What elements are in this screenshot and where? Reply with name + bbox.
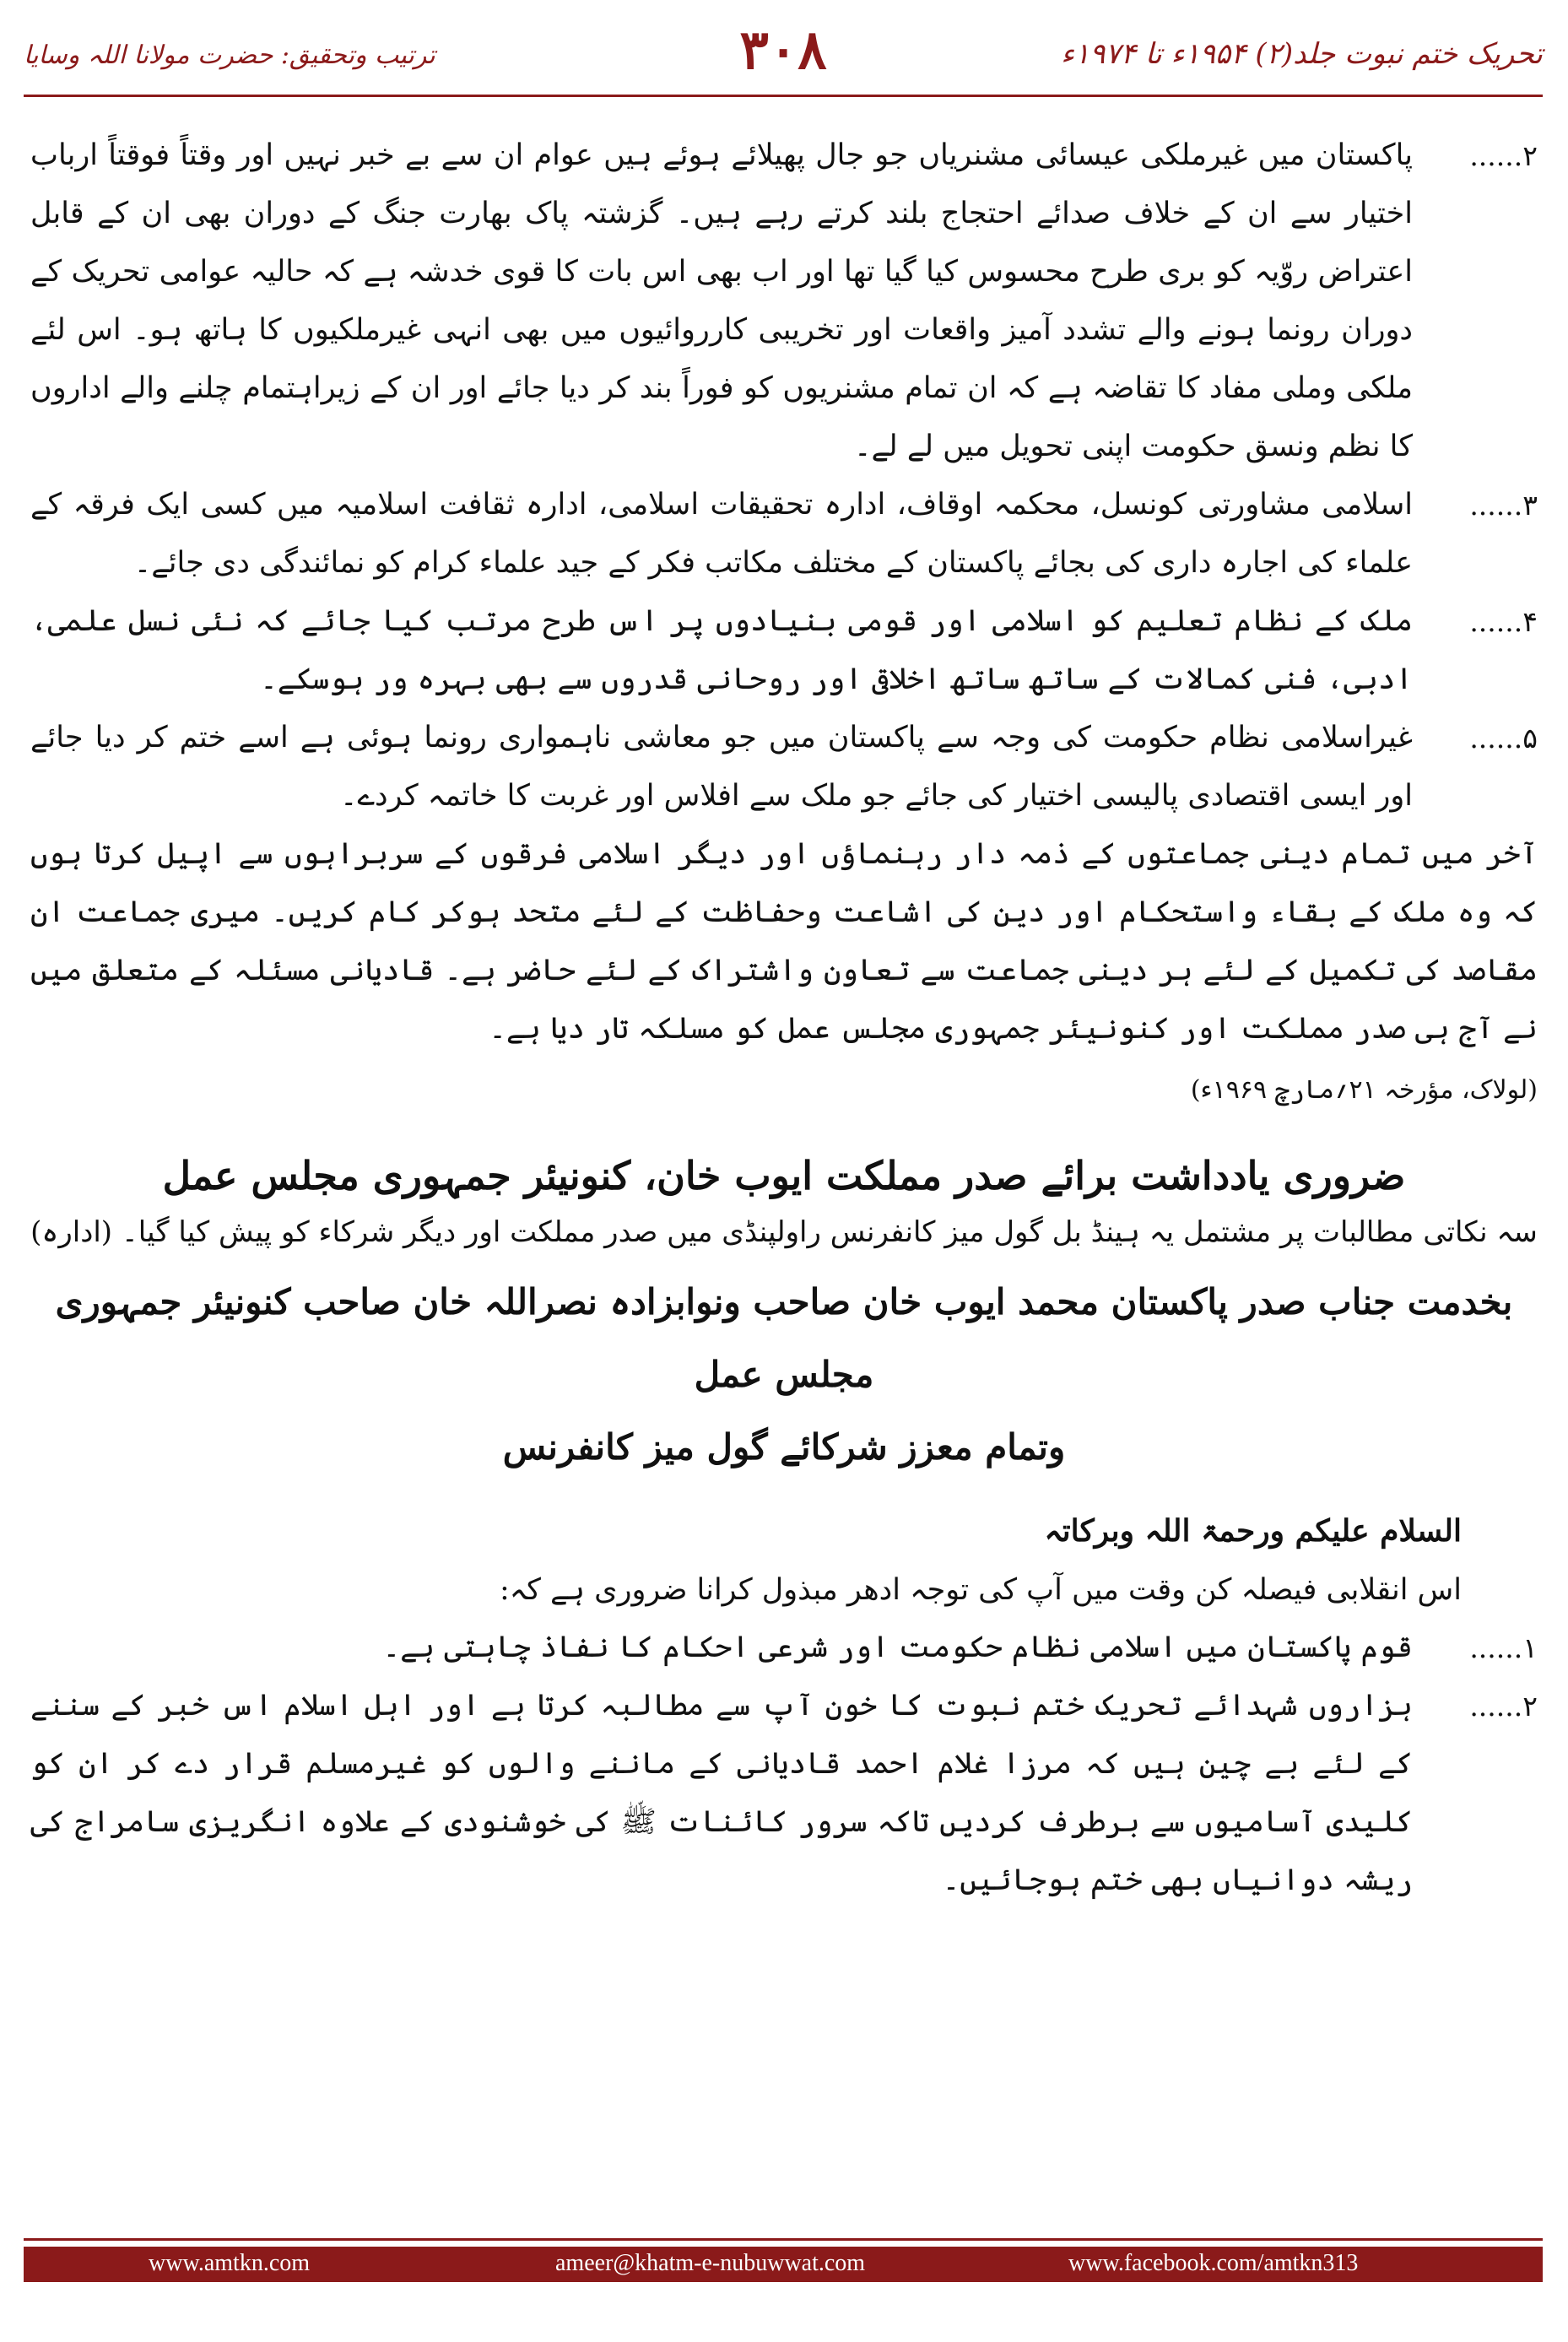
footer-divider [24,2238,1543,2241]
website-link[interactable]: www.amtkn.com [149,2250,311,2276]
page-content [30,127,1538,1910]
item-number: ۱...... [1469,1631,1538,1664]
page-footer [24,2247,1543,2282]
list-item [30,127,1538,476]
addressee-line-1: بخدمت جناب صدر پاکستان محمد ایوب خان صاحب ونوابزادہ نصراللہ خان صاحب کنونیئر جمہوری مجلس عمل [55,1281,1513,1395]
compiler-credit: ترتیب وتحقیق: حضرت مولانا اللہ وسایا [24,41,435,70]
item-text: ہزاروں شہدائے تحریک ختم نبوت کا خون آپ سے مطالبہ کرتا ہے اور اہل اسلام اس خبر کے سننے کے لئے بے چین ہیں کہ مرزا غلام احمد قادیانی کے ماننے والوں کو غیرمسلم قرار دے کر ان کو کلیدی آسامیوں سے برطرف کردیں تاکہ سرور کائنات ﷺ کی خوشنودی کے علاوہ انگریزی سامراج کی ریشہ دوانیاں بھی ختم ہوجائیں۔ [30,1689,1413,1897]
list-item [30,1619,1538,1677]
list-item [30,476,1538,592]
item-number: ۴...... [1469,605,1538,638]
intro-line: اس انقلابی فیصلہ کن وقت میں آپ کی توجہ ادھر مبذول کرانا ضروری ہے کہ: [499,1573,1462,1607]
page-header [24,19,1543,95]
item-text: قوم پاکستان میں اسلامی نظام حکومت اور شرعی احکام کا نفاذ چاہتی ہے۔ [382,1631,1413,1664]
source-reference: (لولاک، مؤرخہ ۲۱؍مارچ ۱۹۶۹ء) [1190,1075,1538,1105]
facebook-link[interactable]: www.facebook.com/amtkn313 [1068,2250,1359,2276]
header-divider [24,95,1543,97]
item-text: ملک کے نظام تعلیم کو اسلامی اور قومی بنیادوں پر اس طرح مرتب کیا جائے کہ نئی نسل علمی، ادبی، فنی کمالات کے ساتھ ساتھ اخلاقی اور روحانی قدروں سے بھی بہرہ ور ہوسکے۔ [30,604,1413,696]
item-number: ۲...... [1469,1690,1538,1723]
memo-title: ضروری یادداشت برائے صدر مملکت ایوب خان، کنونیئر جمہوری مجلس عمل [162,1153,1406,1198]
email-link[interactable]: ameer@khatm-e-nubuwwat.com [555,2250,866,2276]
item-text: غیراسلامی نظام حکومت کی وجہ سے پاکستان میں جو معاشی ناہمواری رونما ہوئی ہے اسے ختم کر دیا جائے اور ایسی اقتصادی پالیسی اختیار کی جائے جو ملک سے افلاس اور غربت کا خاتمہ کردے۔ [30,721,1413,813]
book-title: تحریک ختم نبوت جلد(۲) ۱۹۵۴ء تا ۱۹۷۴ء [1061,37,1543,71]
item-text: پاکستان میں غیرملکی عیسائی مشنریاں جو جال پھیلائے ہوئے ہیں عوام ان سے بے خبر نہیں اور وقتاً فوقتاً ارباب اختیار سے ان کے خلاف صدائے احتجاج بلند کرتے رہے ہیں۔ گزشتہ پاک بھارت جنگ کے دوران بھی ان کے قابل اعتراض روّیہ کو بری طرح محسوس کیا گیا تھا اور اب بھی اس بات کا قوی خدشہ ہے کہ حالیہ عوامی تحریک کے دوران رونما ہونے والے تشدد آمیز واقعات اور تخریبی کارروائیوں میں بھی انہی غیرملکیوں کا ہاتھ ہو۔ اس لئے ملکی وملی مفاد کا تقاضہ ہے کہ ان تمام مشنریوں کو فوراً بند کر دیا جائے اور ان کے زیراہتمام چلنے والے اداروں کا نظم ونسق حکومت اپنی تحویل میں لے لے۔ [30,138,1413,463]
item-number: ۲...... [1469,139,1538,172]
list-item [30,709,1538,825]
item-text: اسلامی مشاورتی کونسل، محکمہ اوقاف، ادارہ تحقیقات اسلامی، ادارہ ثقافت اسلامیہ میں کسی ایک فرقہ کے علماء کی اجارہ داری کی بجائے پاکستان کے مختلف مکاتب فکر کے جید علماء کرام کو نمائندگی دی جائے۔ [30,488,1413,580]
item-number: ۵...... [1469,722,1538,755]
list-item [30,592,1538,709]
closing-paragraph: آخر میں تمام دینی جماعتوں کے ذمہ دار رہنماؤں اور دیگر اسلامی فرقوں کے سربراہوں سے اپیل کرتا ہوں کہ وہ ملک کے بقاء واستحکام اور دین کی اشاعت وحفاظت کے لئے متحد ہوکر کام کریں۔ میری جماعت ان مقاصد کی تکمیل کے لئے ہر دینی جماعت سے تعاون واشتراک کے لئے حاضر ہے۔ قادیانی مسئلہ کے متعلق میں نے آج ہی صدر مملکت اور کنونیئر جمہوری مجلس عمل کو مسلکہ تار دیا ہے۔ [30,837,1538,1046]
list-item [30,1677,1538,1910]
addressee-line-2: وتمام معزز شرکائے گول میز کانفرنس [502,1426,1066,1468]
memo-subtitle: سہ نکاتی مطالبات پر مشتمل یہ ہینڈ بل گول میز کانفرنس راولپنڈی میں صدر مملکت اور دیگر شرکاء کو پیش کیا گیا۔ (ادارہ) [30,1215,1538,1249]
item-number: ۳...... [1469,489,1538,522]
greeting: السلام علیکم ورحمۃ اللہ وبرکاتہ [1044,1513,1462,1549]
page-number: ۳۰۸ [739,19,827,82]
